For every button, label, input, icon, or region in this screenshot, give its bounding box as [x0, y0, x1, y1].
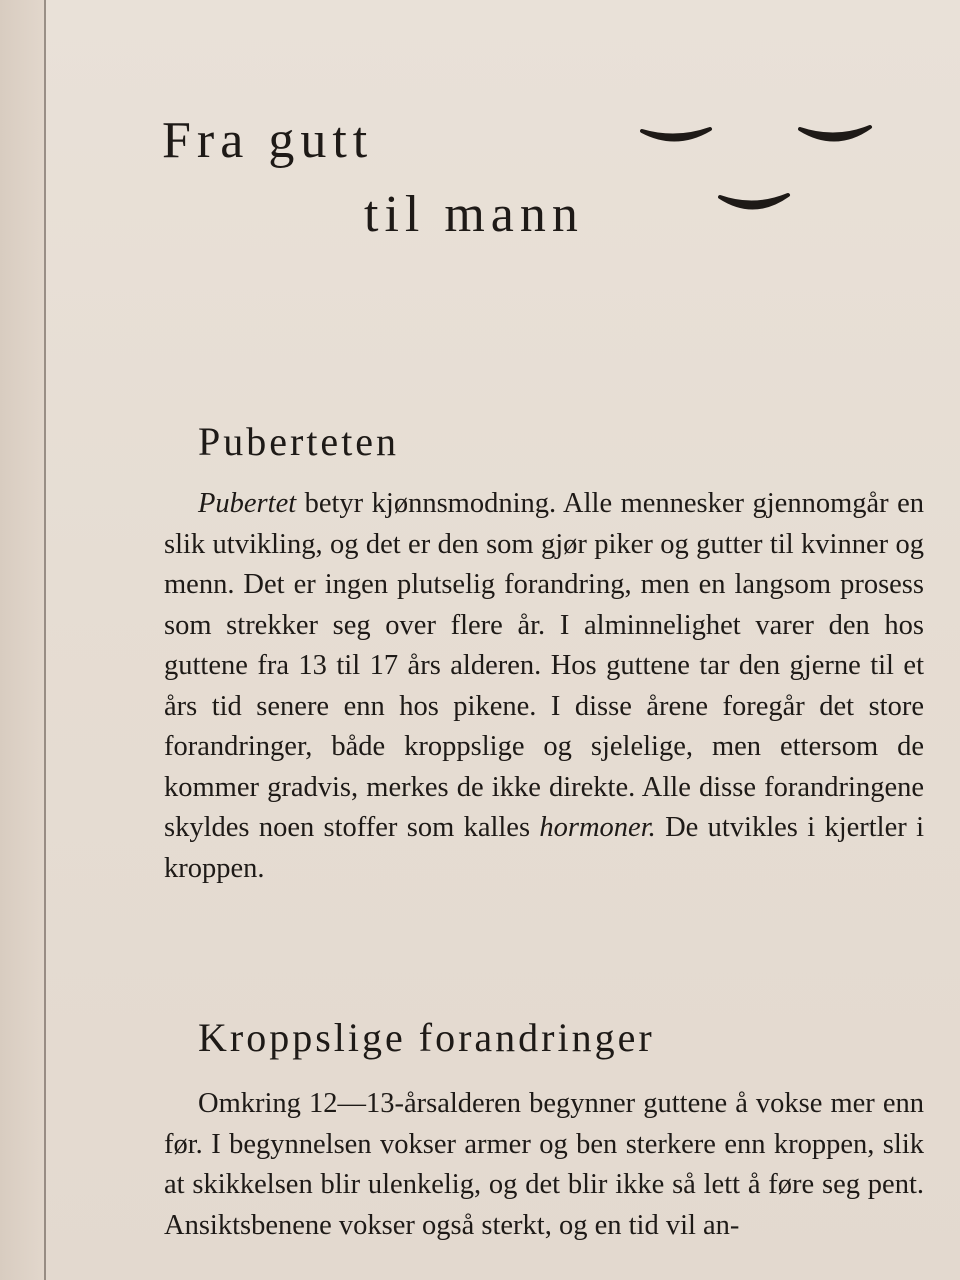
section-heading-puberteten: Puberteten: [198, 419, 400, 464]
term-pubertet: Pubertet: [198, 488, 297, 519]
term-hormoner: hormoner.: [539, 812, 656, 843]
section-paragraph-puberteten: [164, 484, 924, 889]
title-line-2: til mann: [364, 186, 584, 243]
paragraph-text-a: betyr kjønnsmodning. Alle mennesker gjennomgår en slik utvikling, og det er den som gjør piker og gutter til kvinner og menn. Det er ingen plutselig forandring, men en langsom prosess som strekker seg over flere år. I alminnelighet varer den hos guttene fra 13 til 17 års alderen. Hos guttene tar den gjerne til et års tid senere enn hos pikene. I disse årene foregår det store forandringer, både kroppslige og sjelelige, men ettersom de kommer gradvis, merkes de ikke direkte. Alle disse forandringene skyldes noen stoffer som kalles: [164, 488, 924, 843]
section-paragraph-kroppslige: [164, 1084, 924, 1246]
title-line-1: Fra gutt: [162, 112, 374, 169]
paragraph-text-b: De utvikles i kjertler i kroppen.: [164, 812, 924, 884]
paragraph-text: Omkring 12—13-årsalderen begynner guttene å vokse mer enn før. I begynnelsen vokser armer og ben sterkere enn kroppen, slik at skikkelsen blir ulenkelig, og det blir ikke så lett å føre seg pent. Ansiktsbenene vokser også sterkt, og en tid vil an-: [164, 1088, 924, 1241]
binding-edge: [44, 0, 46, 1280]
binding-shadow: [0, 0, 44, 1280]
decorative-curves-icon: [630, 115, 890, 225]
section-heading-kroppslige: Kroppslige forandringer: [198, 1015, 655, 1060]
